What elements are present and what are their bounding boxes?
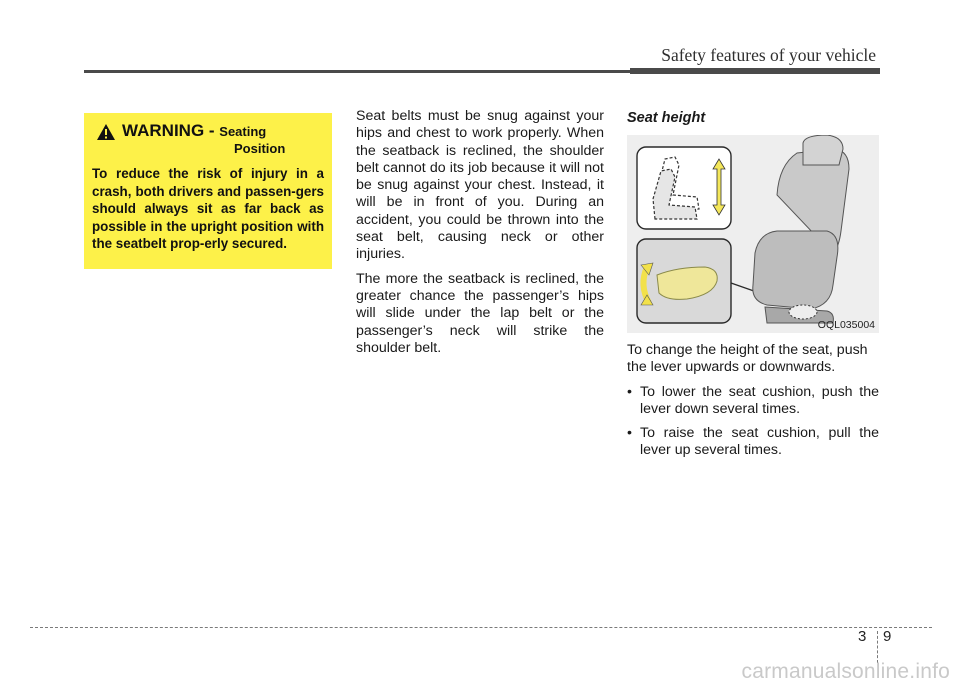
- paragraph-seatbelt-snug: Seat belts must be snug against your hips and chest to work properly. When the seatback is reclined, the shoulder belt cannot do its job because it will not be snug against your chest. Instead, it will be in front of you. During an accident, you could be thrown into the seat belt, causing neck or other injuries.: [356, 108, 604, 263]
- seat-height-text: [627, 342, 879, 460]
- warning-head: [92, 123, 324, 165]
- page-header-title: Safety features of your vehicle: [661, 45, 876, 65]
- seat-height-figure: [627, 135, 879, 333]
- warning-body: To reduce the risk of injury in a crash, both drivers and passen-gers should always sit as far back as possible in the upright position with the seatbelt prop-erly secured.: [92, 166, 324, 251]
- warning-title: [122, 121, 266, 141]
- bullet-dot: •: [627, 425, 632, 442]
- chapter-number: 3: [858, 628, 867, 645]
- bullet-dot: •: [627, 383, 632, 400]
- seat-illustration: [627, 135, 879, 333]
- warning-triangle-icon: [96, 123, 116, 141]
- paragraph-reclined-risk: The more the seatback is reclined, the greater chance the passenger’s hips will slide under the lap belt or the passenger’s neck will strike the shoulder belt.: [356, 270, 604, 356]
- section-title: Seat height: [627, 110, 706, 126]
- list-item: [627, 384, 879, 419]
- warning-box: [84, 113, 332, 269]
- page-number: 9: [883, 628, 892, 645]
- warning-subtitle-line2: Position: [234, 141, 286, 156]
- warning-subtitle-line1: Seating: [219, 124, 267, 139]
- page-number-divider: [877, 631, 878, 663]
- watermark: carmanualsonline.info: [741, 660, 950, 683]
- figure-code: OQL035004: [817, 319, 875, 331]
- seat-height-intro: To change the height of the seat, push the lever upwards or downwards.: [627, 342, 868, 376]
- column-2: [356, 108, 604, 364]
- list-item: [627, 425, 879, 460]
- column-3: [627, 108, 879, 460]
- bullet-text: To lower the seat cushion, push the lever down several times.: [640, 383, 879, 417]
- warning-label: WARNING -: [122, 121, 220, 140]
- footer-line: [30, 627, 932, 628]
- bullet-text: To raise the seat cushion, pull the lever up several times.: [640, 425, 879, 459]
- header-rule: [84, 70, 880, 73]
